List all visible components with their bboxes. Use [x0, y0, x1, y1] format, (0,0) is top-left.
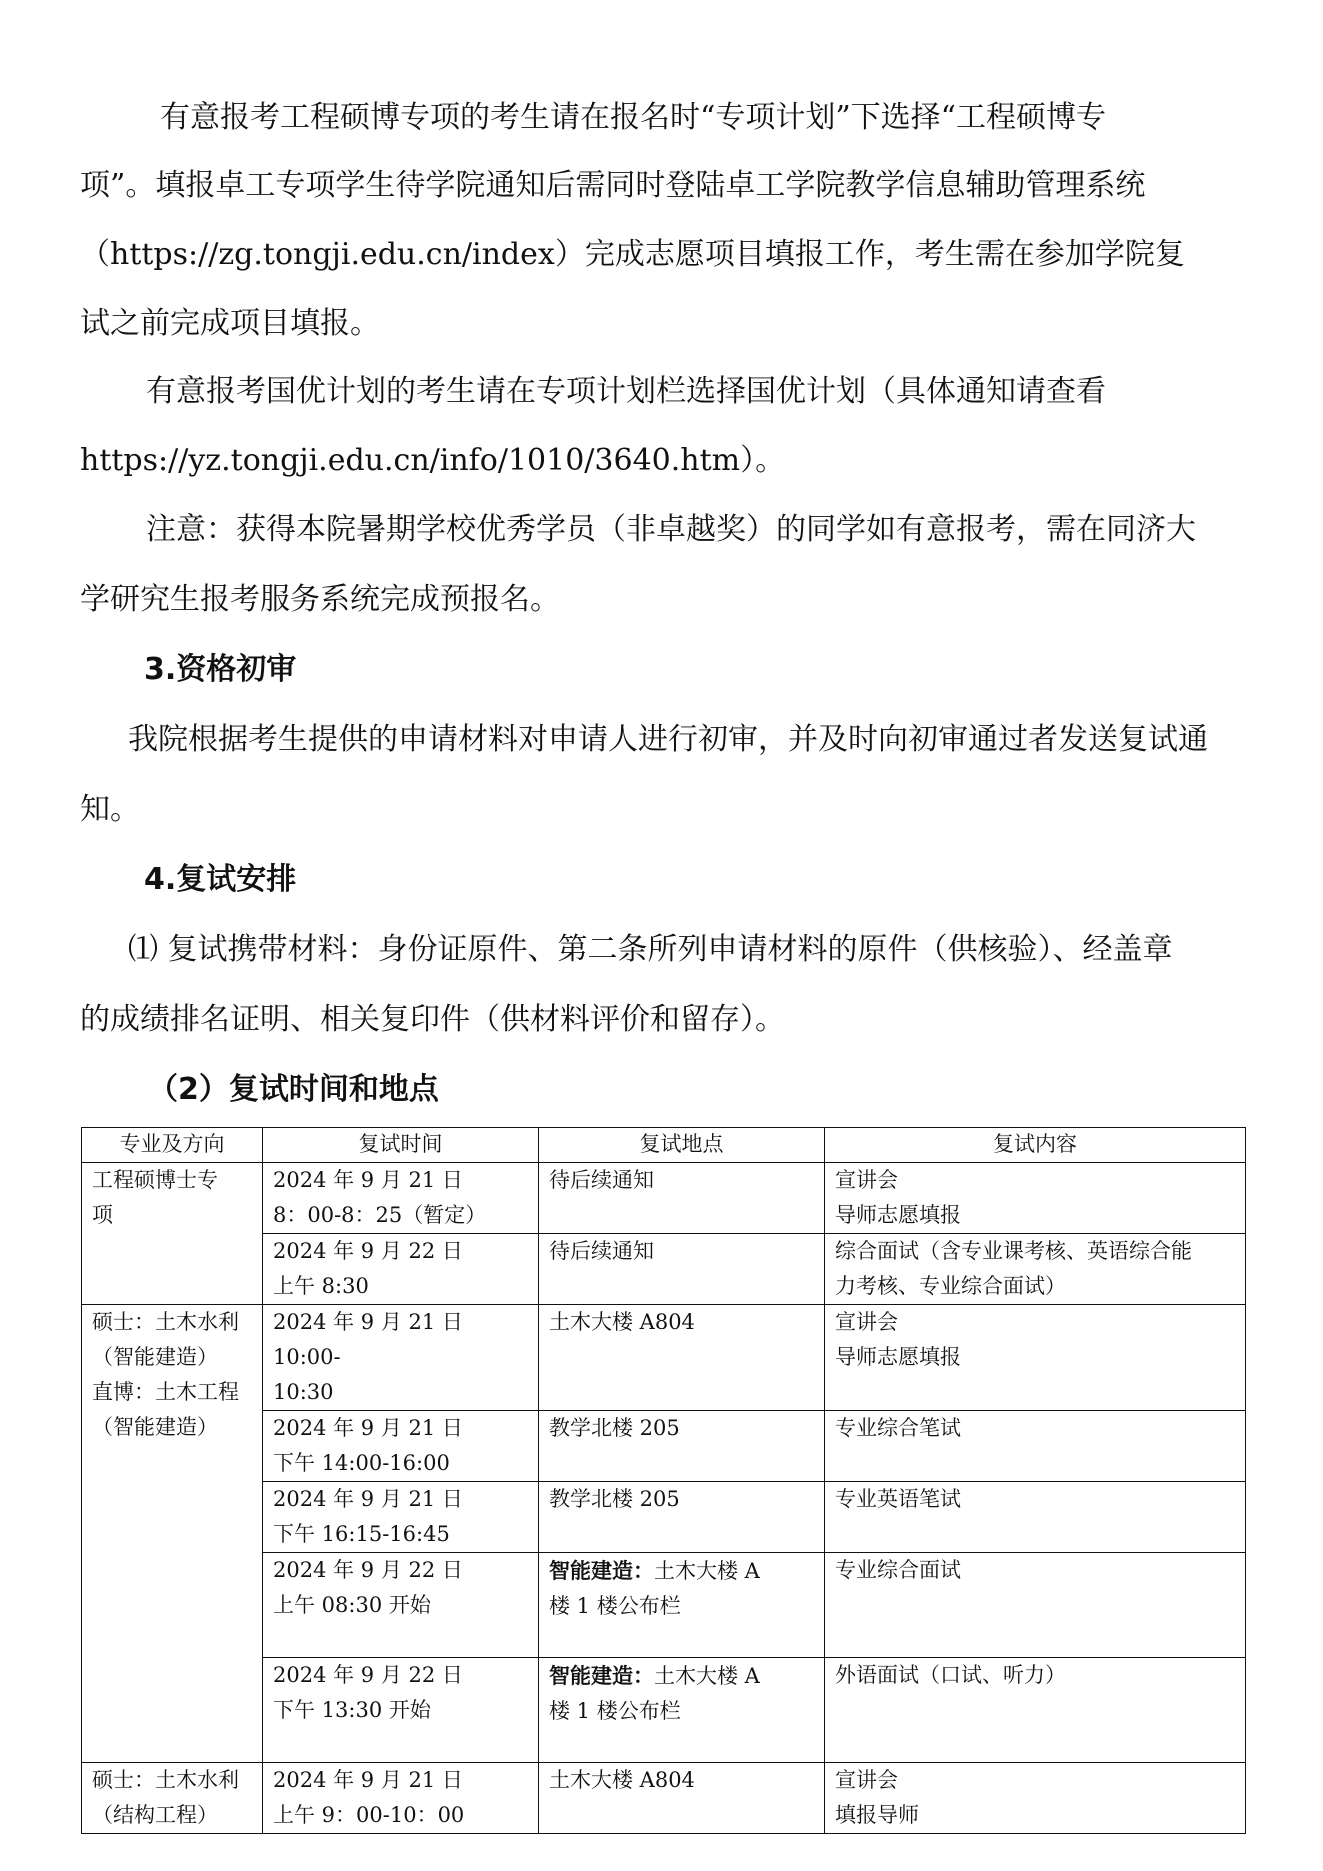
- cell-text: 外语面试（口试、听力）: [835, 1663, 1066, 1687]
- cell-text: [549, 1553, 814, 1589]
- table-row: [82, 1163, 1246, 1234]
- place-label-bold: 智能建造：: [549, 1558, 654, 1583]
- cell-text: 导师志愿填报: [835, 1203, 961, 1227]
- text-line: 有意报考国优计划的考生请在专项计划栏选择国优计划（具体通知请查看: [146, 374, 1106, 409]
- cell-content: [825, 1411, 1246, 1482]
- cell-place: [539, 1411, 825, 1482]
- cell-text: 下午 13:30 开始: [273, 1698, 431, 1722]
- cell-time: [263, 1411, 539, 1482]
- cell-text: 工程硕博士专: [92, 1168, 218, 1192]
- cell-content: [825, 1163, 1246, 1234]
- cell-text: 2024 年 9 月 21 日: [273, 1487, 463, 1511]
- cell-text: [549, 1658, 814, 1694]
- cell-text: 专业综合面试: [835, 1558, 961, 1582]
- cell-text: 2024 年 9 月 21 日: [273, 1416, 463, 1440]
- cell-text: 待后续通知: [549, 1168, 654, 1192]
- cell-text: 土木大楼 A804: [549, 1310, 695, 1334]
- cell-text: 10:30: [273, 1380, 334, 1404]
- text-line: 学研究生报考服务系统完成预报名。: [80, 582, 560, 617]
- cell-text: 2024 年 9 月 21 日: [273, 1768, 463, 1792]
- cell-text: 宣讲会: [835, 1310, 898, 1334]
- cell-time: [263, 1163, 539, 1234]
- cell-text: 填报导师: [835, 1803, 919, 1827]
- cell-content: [825, 1763, 1246, 1834]
- cell-text: 专业综合笔试: [835, 1416, 961, 1440]
- cell-major: [82, 1163, 263, 1305]
- cell-content: [825, 1234, 1246, 1305]
- schedule-table: [81, 1127, 1246, 1834]
- text-line: 注意：获得本院暑期学校优秀学员（非卓越奖）的同学如有意报考，需在同济大: [146, 512, 1196, 547]
- text-line: 的成绩排名证明、相关复印件（供材料评价和留存）。: [80, 1002, 785, 1037]
- cell-text: 下午 14:00-16:00: [273, 1451, 450, 1475]
- cell-text: 导师志愿填报: [835, 1345, 961, 1369]
- place-text: 土木大楼 A: [654, 1664, 760, 1688]
- subheading-time-and-place: （2）复试时间和地点: [148, 1072, 439, 1107]
- column-header-major: 专业及方向: [82, 1128, 263, 1163]
- cell-text: 力考核、专业综合面试）: [835, 1274, 1066, 1298]
- text-line: 试之前完成项目填报。: [80, 306, 380, 341]
- column-header-place: 复试地点: [539, 1128, 825, 1163]
- cell-content: [825, 1658, 1246, 1763]
- cell-time: [263, 1658, 539, 1763]
- cell-content: [825, 1553, 1246, 1658]
- text-line: （https://zg.tongji.edu.cn/index）完成志愿项目填报工作，考生需在参加学院复: [80, 237, 1185, 272]
- section-heading-preliminary-review: 3.资格初审: [144, 652, 297, 687]
- cell-text: 教学北楼 205: [549, 1416, 680, 1440]
- cell-time: [263, 1553, 539, 1658]
- cell-text: 项: [92, 1203, 113, 1227]
- cell-time: [263, 1482, 539, 1553]
- cell-time: [263, 1234, 539, 1305]
- cell-text: （智能建造）: [92, 1415, 218, 1439]
- cell-text: 待后续通知: [549, 1239, 654, 1263]
- cell-text: 教学北楼 205: [549, 1487, 680, 1511]
- cell-place: [539, 1658, 825, 1763]
- cell-text: 宣讲会: [835, 1168, 898, 1192]
- cell-time: [263, 1305, 539, 1411]
- table-row: [82, 1305, 1246, 1411]
- cell-text: （智能建造）: [92, 1345, 218, 1369]
- cell-text: 宣讲会: [835, 1768, 898, 1792]
- text-line: 我院根据考生提供的申请材料对申请人进行初审，并及时向初审通过者发送复试通: [128, 722, 1208, 757]
- cell-text: 综合面试（含专业课考核、英语综合能: [835, 1239, 1192, 1263]
- cell-text: 上午 08:30 开始: [273, 1593, 431, 1617]
- text-line: https://yz.tongji.edu.cn/info/1010/3640.htm）。: [80, 443, 786, 478]
- cell-text: 2024 年 9 月 22 日: [273, 1558, 463, 1582]
- cell-text: 上午 9：00-10：00: [273, 1803, 465, 1827]
- cell-place: [539, 1553, 825, 1658]
- cell-place: [539, 1305, 825, 1411]
- text-line: 项”。填报卓工专项学生待学院通知后需同时登陆卓工学院教学信息辅助管理系统: [80, 168, 1146, 203]
- text-line: 知。: [80, 792, 140, 827]
- cell-place: [539, 1234, 825, 1305]
- cell-text: 下午 16:15-16:45: [273, 1522, 450, 1546]
- section-heading-retest-arrangement: 4.复试安排: [144, 862, 297, 897]
- cell-text: 2024 年 9 月 22 日: [273, 1663, 463, 1687]
- cell-place: [539, 1482, 825, 1553]
- cell-text: 专业英语笔试: [835, 1487, 961, 1511]
- cell-place: [539, 1163, 825, 1234]
- cell-text: 2024 年 9 月 22 日: [273, 1239, 463, 1263]
- cell-time: [263, 1763, 539, 1834]
- cell-text: 楼 1 楼公布栏: [549, 1594, 681, 1618]
- cell-text: 土木大楼 A804: [549, 1768, 695, 1792]
- text-line: 有意报考工程硕博专项的考生请在报名时“专项计划”下选择“工程硕博专: [160, 100, 1107, 135]
- cell-content: [825, 1482, 1246, 1553]
- cell-text: 2024 年 9 月 21 日: [273, 1168, 463, 1192]
- table-row: [82, 1763, 1246, 1834]
- cell-text: 直博：土木工程: [92, 1380, 239, 1404]
- place-text: 土木大楼 A: [654, 1559, 760, 1583]
- cell-text: 硕士：土木水利: [92, 1310, 239, 1334]
- cell-text: 上午 8:30: [273, 1274, 369, 1298]
- cell-major: [82, 1763, 263, 1834]
- cell-major: [82, 1305, 263, 1763]
- column-header-time: 复试时间: [263, 1128, 539, 1163]
- column-header-content: 复试内容: [825, 1128, 1246, 1163]
- cell-place: [539, 1763, 825, 1834]
- table-header-row: [82, 1128, 1246, 1163]
- cell-content: [825, 1305, 1246, 1411]
- text-line: ⑴ 复试携带材料：身份证原件、第二条所列申请材料的原件（供核验）、经盖章: [128, 932, 1173, 967]
- place-label-bold: 智能建造：: [549, 1663, 654, 1688]
- cell-text: （结构工程）: [92, 1803, 218, 1827]
- cell-text: 8：00-8：25（暂定）: [273, 1203, 487, 1227]
- cell-text: 2024 年 9 月 21 日 10:00-: [273, 1310, 463, 1369]
- cell-text: 楼 1 楼公布栏: [549, 1699, 681, 1723]
- cell-text: 硕士：土木水利: [92, 1768, 239, 1792]
